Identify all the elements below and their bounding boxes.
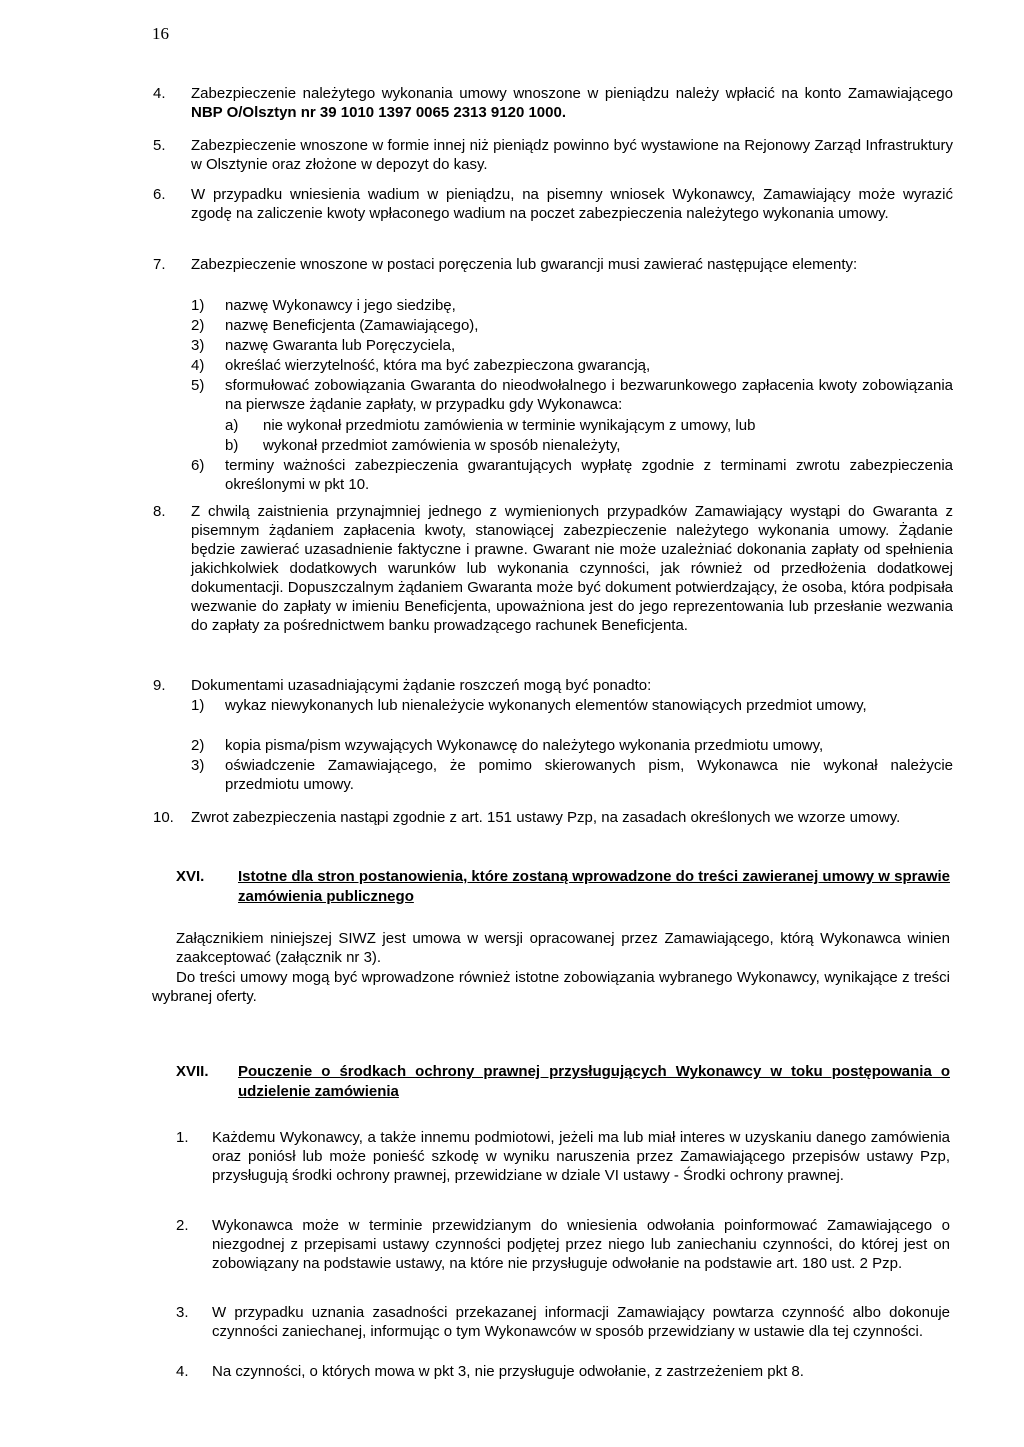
sub-item-text: kopia pisma/pism wzywających Wykonawcę do należytego wykonania przedmiotu umowy, bbox=[225, 737, 824, 754]
sub-item-number: 1) bbox=[191, 297, 205, 314]
list-item bbox=[176, 1128, 950, 1185]
sub-item-text: terminy ważności zabezpieczenia gwarantujących wypłatę zgodnie z terminami zwrotu zabezpieczenia określonymi w pkt 10. bbox=[225, 457, 953, 493]
list-item bbox=[153, 255, 953, 274]
list-item bbox=[153, 676, 953, 695]
sub-item-number: 3) bbox=[191, 757, 205, 774]
sub-list-item bbox=[191, 456, 953, 494]
section-number: XVI. bbox=[176, 868, 205, 885]
item-number: 4. bbox=[153, 85, 166, 102]
list-item bbox=[176, 1216, 950, 1273]
list-item bbox=[153, 185, 953, 223]
list-item bbox=[176, 1362, 950, 1381]
sub-item-number: 3) bbox=[191, 337, 205, 354]
sub-item-number: 4) bbox=[191, 357, 205, 374]
sub-list-item bbox=[191, 696, 953, 715]
item-number: 5. bbox=[153, 137, 166, 154]
sub-item-text: nie wykonał przedmiotu zamówienia w terminie wynikającym z umowy, lub bbox=[263, 417, 756, 434]
sub-list-item bbox=[191, 296, 953, 315]
item-text: Zabezpieczenie należytego wykonania umowy wnoszone w pieniądzu należy wpłacić na konto Zamawiającego bbox=[191, 85, 953, 102]
sub-item-number: 2) bbox=[191, 737, 205, 754]
bank-account: NBP O/Olsztyn nr 39 1010 1397 0065 2313 9120 1000. bbox=[191, 104, 566, 121]
sub-item-number: 6) bbox=[191, 457, 205, 474]
list-item bbox=[153, 502, 953, 635]
item-number: 4. bbox=[176, 1363, 189, 1380]
sub-item-text: nazwę Beneficjenta (Zamawiającego), bbox=[225, 317, 479, 334]
item-number: 2. bbox=[176, 1217, 189, 1234]
sub-sub-item bbox=[225, 416, 953, 435]
item-text: W przypadku uznania zasadności przekazanej informacji Zamawiający powtarza czynność albo dokonuje czynności zaniechanej, informując o tym Wykonawców w sposób przewidziany w ustawie dla tej czynności. bbox=[212, 1304, 950, 1340]
section-title: Pouczenie o środkach ochrony prawnej przysługujących Wykonawcy w toku postępowania o udzielenie zamówienia bbox=[238, 1063, 950, 1100]
sub-item-text: nazwę Gwaranta lub Poręczyciela, bbox=[225, 337, 456, 354]
item-text: Zwrot zabezpieczenia nastąpi zgodnie z art. 151 ustawy Pzp, na zasadach określonych we wzorze umowy. bbox=[191, 809, 901, 826]
sub-item-number: a) bbox=[225, 417, 239, 434]
item-number: 10. bbox=[153, 809, 174, 826]
sub-item-number: 1) bbox=[191, 697, 205, 714]
item-number: 3. bbox=[176, 1304, 189, 1321]
sub-item-text: oświadczenie Zamawiającego, że pomimo skierowanych pism, Wykonawca nie wykonał należycie przedmiotu umowy. bbox=[225, 757, 953, 793]
sub-list-item bbox=[191, 316, 953, 335]
item-number: 1. bbox=[176, 1129, 189, 1146]
section-number: XVII. bbox=[176, 1063, 209, 1080]
sub-list-item bbox=[191, 336, 953, 355]
paragraph: Załącznikiem niniejszej SIWZ jest umowa w wersji opracowanej przez Zamawiającego, którą Wykonawca winien zaakceptować (załącznik nr 3). bbox=[176, 930, 950, 966]
sub-list-item bbox=[191, 356, 953, 375]
sub-item-text: określać wierzytelność, która ma być zabezpieczona gwarancją, bbox=[225, 357, 651, 374]
paragraph: Do treści umowy mogą być wprowadzone również istotne zobowiązania wybranego Wykonawcy, wynikające z treści wybranej oferty. bbox=[152, 969, 950, 1005]
item-text: W przypadku wniesienia wadium w pieniądzu, na pisemny wniosek Wykonawcy, Zamawiający może wyrazić zgodę na zaliczenie kwoty wpłaconego wadium na poczet zabezpieczenia należytego wykonania umowy. bbox=[191, 186, 953, 222]
item-text: Na czynności, o których mowa w pkt 3, nie przysługuje odwołanie, z zastrzeżeniem pkt 8. bbox=[212, 1363, 804, 1380]
item-number: 8. bbox=[153, 503, 166, 520]
sub-item-text: nazwę Wykonawcy i jego siedzibę, bbox=[225, 297, 456, 314]
sub-list-item bbox=[191, 756, 953, 794]
item-text: Każdemu Wykonawcy, a także innemu podmiotowi, jeżeli ma lub miał interes w uzyskaniu danego zamówienia oraz poniósł lub może ponieść szkodę w wyniku naruszenia przez Zamawiającego przepisów ustawy Pzp, przysługują środki ochrony prawnej, przewidziane w dziale VI ustawy - Środki ochrony prawnej. bbox=[212, 1129, 950, 1184]
item-number: 6. bbox=[153, 186, 166, 203]
item-number: 7. bbox=[153, 256, 166, 273]
list-item bbox=[176, 1303, 950, 1341]
list-item bbox=[153, 84, 953, 122]
sub-list-item bbox=[191, 376, 953, 414]
sub-item-text: wykonał przedmiot zamówienia w sposób nienależyty, bbox=[263, 437, 621, 454]
list-item bbox=[153, 808, 953, 827]
list-item bbox=[153, 136, 953, 174]
sub-item-number: 5) bbox=[191, 377, 205, 394]
sub-item-text: sformułować zobowiązania Gwaranta do nieodwołalnego i bezwarunkowego zapłacenia kwoty zobowiązania na pierwsze żądanie zapłaty, w przypadku gdy Wykonawca: bbox=[225, 377, 953, 413]
item-text: Zabezpieczenie wnoszone w postaci poręczenia lub gwarancji musi zawierać następujące elementy: bbox=[191, 256, 858, 273]
sub-item-text: wykaz niewykonanych lub nienależycie wykonanych elementów stanowiących przedmiot umowy, bbox=[225, 697, 867, 714]
item-text: Z chwilą zaistnienia przynajmniej jednego z wymienionych przypadków Zamawiający wystąpi do Gwaranta z pisemnym żądaniem zapłacenia kwoty, stanowiącej zabezpieczenie należytego wykonania umowy. Żądanie będzie zawierać uzasadnienie faktyczne i prawne. Gwarant nie może uzależniać dokonania zapłaty od spełnienia jakichkolwiek dodatkowych warunków lub wykonania czynności, jak również od przedłożenia dodatkowej dokumentacji. Dopuszczalnym żądaniem Gwaranta może być dokument potwierdzający, że osoba, która podpisała wezwanie do zapłaty w imieniu Beneficjenta, upoważniona jest do jego reprezentowania lub przesłanie wezwania do zapłaty za pośrednictwem banku prowadzącego rachunek Beneficjenta. bbox=[191, 503, 953, 634]
section-title: Istotne dla stron postanowienia, które zostaną wprowadzone do treści zawieranej umowy w sprawie zamówienia publicznego bbox=[238, 868, 950, 905]
item-number: 9. bbox=[153, 677, 166, 694]
item-text: Dokumentami uzasadniającymi żądanie roszczeń mogą być ponadto: bbox=[191, 677, 652, 694]
sub-list-item bbox=[191, 736, 953, 755]
item-text: Wykonawca może w terminie przewidzianym do wniesienia odwołania poinformować Zamawiającego o niezgodnej z przepisami ustawy czynności podjętej przez niego lub zaniechaniu czynności, do której jest on zobowiązany na podstawie ustawy, na które nie przysługuje odwołanie na podstawie art. 180 ust. 2 Pzp. bbox=[212, 1217, 950, 1272]
sub-sub-item bbox=[225, 436, 953, 455]
page-number: 16 bbox=[152, 24, 169, 43]
sub-item-number: b) bbox=[225, 437, 239, 454]
item-text: Zabezpieczenie wnoszone w formie innej niż pieniądz powinno być wystawione na Rejonowy Zarząd Infrastruktury w Olsztynie oraz złożone w depozyt do kasy. bbox=[191, 137, 953, 173]
sub-item-number: 2) bbox=[191, 317, 205, 334]
